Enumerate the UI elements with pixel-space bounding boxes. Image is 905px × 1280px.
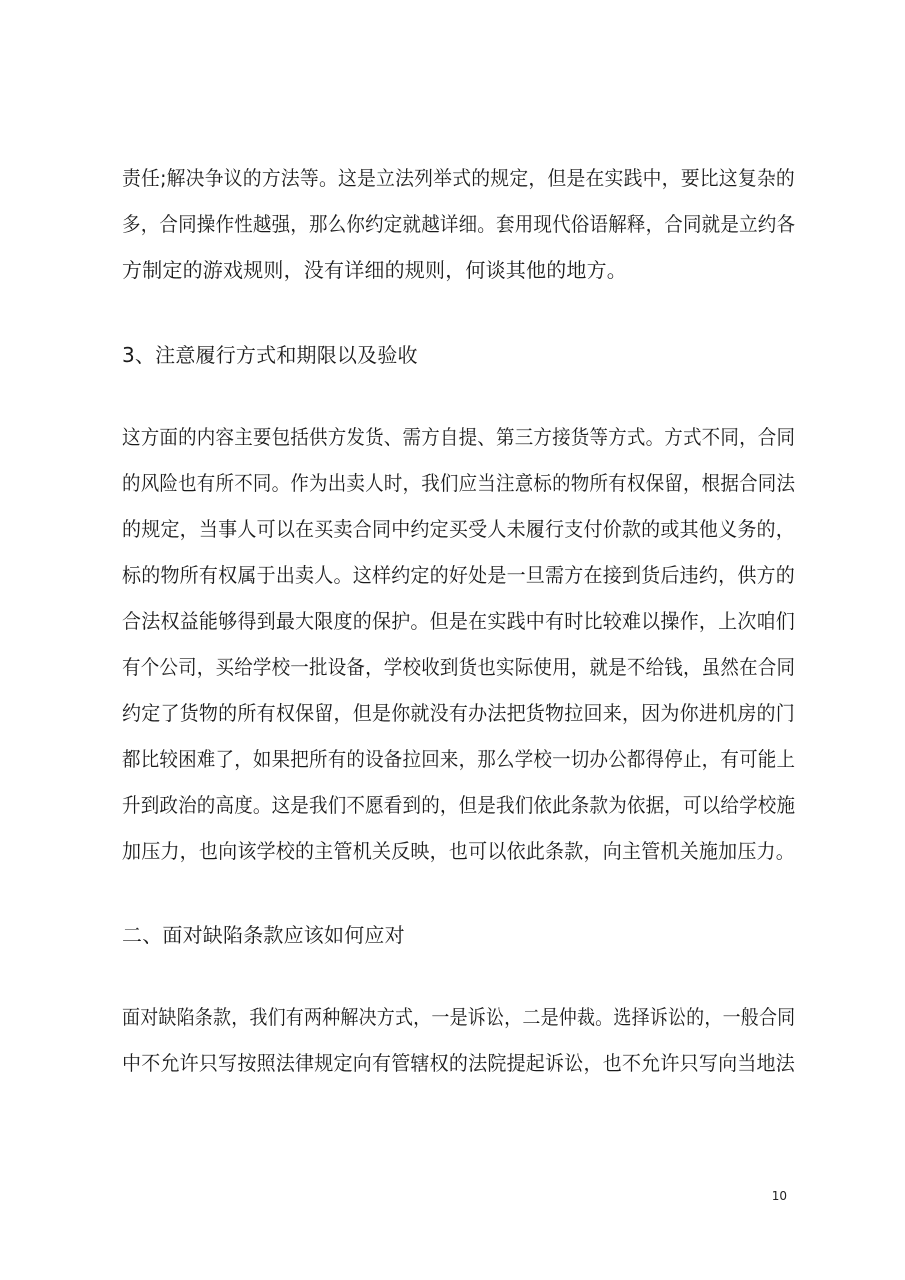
- paragraph-line: 约定了货物的所有权保留，但是你就没有办法把货物拉回来，因为你进机房的门: [122, 701, 795, 725]
- page-number: 10: [771, 1189, 787, 1203]
- paragraph-line: 的风险也有所不同。作为出卖人时，我们应当注意标的物所有权保留，根据合同法: [122, 471, 796, 495]
- paragraph-line: 升到政治的高度。这是我们不愿看到的，但是我们依此条款为依据，可以给学校施: [122, 793, 796, 817]
- paragraph-line: 有个公司，买给学校一批设备，学校收到货也实际使用，就是不给钱，虽然在合同: [122, 655, 796, 679]
- paragraph-line: 的规定，当事人可以在买卖合同中约定买受人未履行支付价款的或其他义务的，: [122, 517, 795, 541]
- paragraph-line: 合法权益能够得到最大限度的保护。但是在实践中有时比较难以操作，上次咱们: [122, 609, 795, 633]
- paragraph-line: 责任;解决争议的方法等。这是立法列举式的规定，但是在实践中，要比这复杂的: [122, 166, 795, 190]
- section-heading: 二、面对缺陷条款应该如何应对: [122, 923, 405, 947]
- section-heading: 3、注意履行方式和期限以及验收: [122, 343, 418, 367]
- paragraph-line: 方制定的游戏规则，没有详细的规则，何谈其他的地方。: [122, 258, 627, 282]
- paragraph-line: 这方面的内容主要包括供方发货、需方自提、第三方接货等方式。方式不同，合同: [122, 425, 796, 449]
- paragraph-line: 加压力，也向该学校的主管机关反映，也可以依此条款，向主管机关施加压力。: [122, 839, 795, 863]
- paragraph-line: 中不允许只写按照法律规定向有管辖权的法院提起诉讼，也不允许只写向当地法: [122, 1051, 795, 1075]
- paragraph-line: 都比较困难了，如果把所有的设备拉回来，那么学校一切办公都得停止，有可能上: [122, 747, 796, 771]
- paragraph-line: 标的物所有权属于出卖人。这样约定的好处是一旦需方在接到货后违约，供方的: [122, 563, 795, 587]
- paragraph-line: 多，合同操作性越强，那么你约定就越详细。套用现代俗语解释，合同就是立约各: [122, 212, 796, 236]
- paragraph-line: 面对缺陷条款，我们有两种解决方式，一是诉讼，二是仲裁。选择诉讼的，一般合同: [122, 1005, 796, 1029]
